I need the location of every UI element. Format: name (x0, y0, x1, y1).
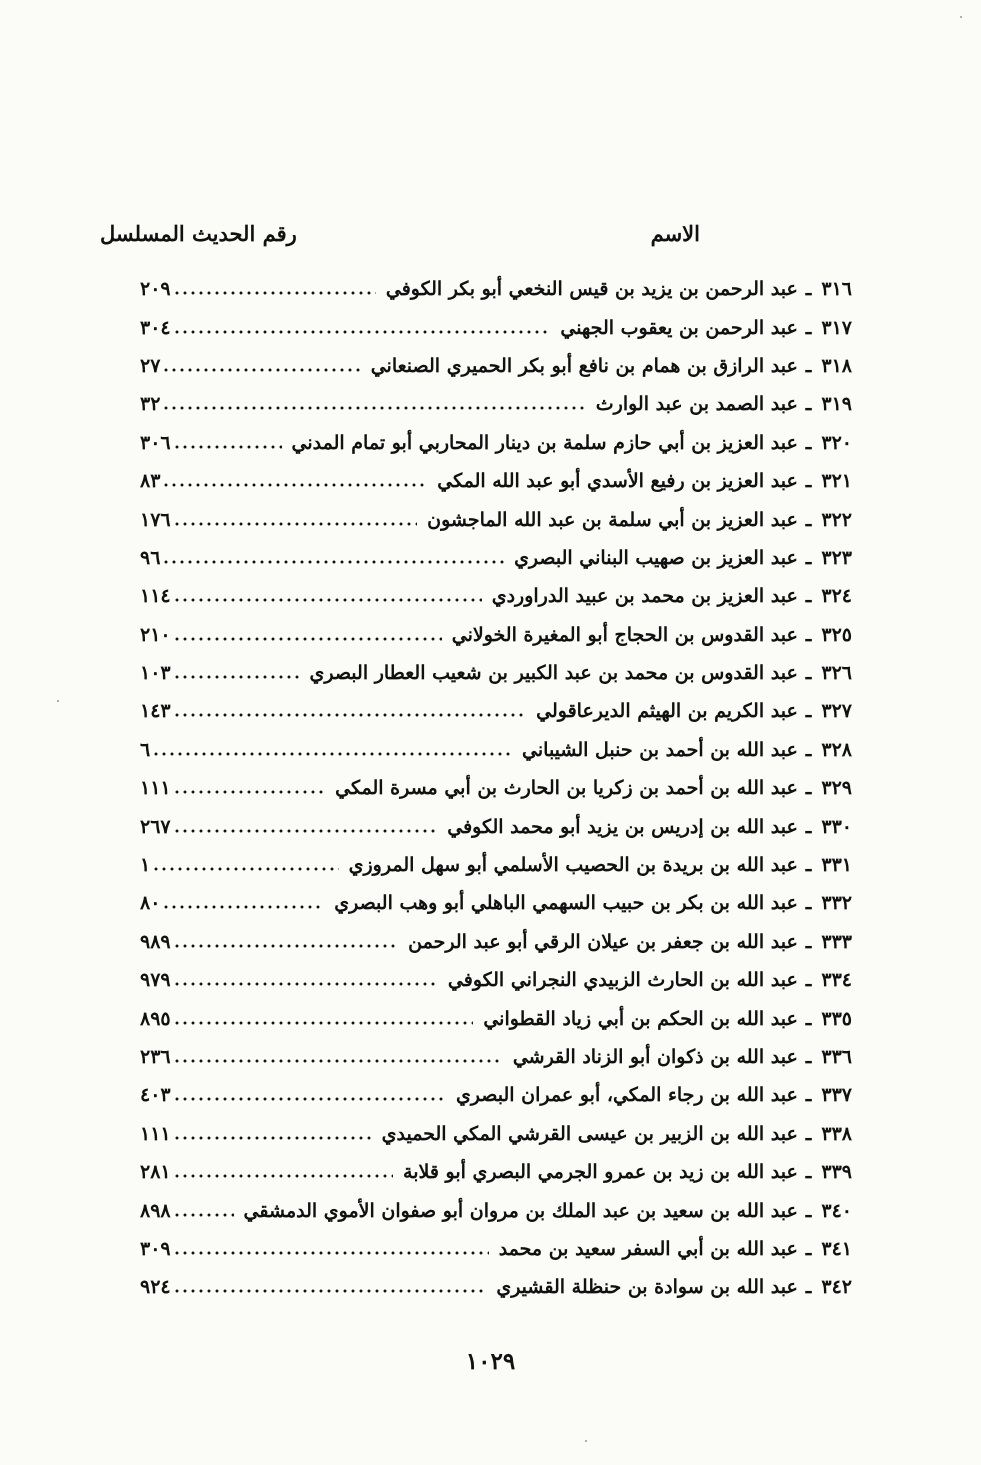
entry-number: ٣٣٧ (821, 1084, 852, 1107)
entry-separator: ـ (805, 815, 812, 838)
entry-number: ٣٢٩ (821, 777, 852, 800)
entry-number: ٣١٨ (821, 354, 852, 377)
hadith-reference-number: ٣٠٦ (140, 431, 171, 454)
hadith-reference-number: ١١١ (140, 1122, 171, 1145)
narrator-name: عبد الرحمن بن يزيد بن قيس النخعي أبو بكر الكوفي (385, 278, 798, 301)
dot-leader (162, 406, 585, 410)
entry-separator: ـ (805, 278, 812, 301)
narrator-name: عبد العزيز بن صهيب البناني البصري (514, 546, 798, 569)
entry-separator: ـ (805, 1007, 812, 1030)
entry-number: ٣٢٧ (821, 700, 852, 723)
entry-number: ٣٢٥ (821, 623, 852, 646)
entry-number: ٣٢٢ (821, 508, 852, 531)
hadith-reference-number: ١١٤ (140, 585, 171, 608)
narrator-name: عبد الرحمن بن يعقوب الجهني (560, 316, 798, 339)
index-entry (140, 270, 852, 308)
hadith-reference-number: ١ (140, 854, 151, 877)
narrator-name: عبد العزيز بن أبي حازم سلمة بن دينار المحاربي أبو تمام المدني (291, 431, 798, 454)
entry-separator: ـ (805, 470, 812, 493)
entry-number: ٣١٦ (821, 278, 852, 301)
entry-number: ٣٢٠ (821, 431, 852, 454)
entry-separator: ـ (805, 854, 812, 877)
entry-separator: ـ (805, 393, 812, 416)
narrator-name: عبد الله بن أحمد بن حنبل الشيباني (522, 738, 798, 761)
dot-leader (173, 1097, 446, 1101)
entry-number: ٣٣٨ (821, 1122, 852, 1145)
entry-separator: ـ (805, 930, 812, 953)
hadith-reference-number: ١٤٣ (140, 700, 171, 723)
hadith-reference-number: ٢٣٦ (140, 1046, 171, 1068)
dot-leader (173, 713, 527, 717)
entry-separator: ـ (805, 354, 812, 377)
hadith-reference-number: ٢٦٧ (140, 815, 171, 838)
dot-leader (173, 637, 442, 641)
entry-number: ٣٤١ (821, 1237, 852, 1260)
entry-separator: ـ (805, 662, 812, 685)
index-entry (140, 692, 852, 730)
entry-separator: ـ (805, 1084, 812, 1107)
narrator-name: عبد الله بن الزبير بن عيسى القرشي المكي الحميدي (381, 1122, 798, 1145)
dot-leader (162, 368, 360, 372)
entry-number: ٣٢٦ (821, 662, 852, 685)
hadith-reference-number: ١١١ (140, 777, 171, 800)
paper-speck (57, 700, 59, 702)
column-header (100, 215, 700, 251)
entry-number: ٣٣٦ (821, 1046, 852, 1068)
entry-number: ٣٣٤ (821, 969, 852, 992)
index-entry (140, 385, 852, 423)
entry-number: ٣٢٨ (821, 738, 852, 761)
hadith-reference-number: ٢٠٩ (140, 278, 171, 301)
entry-separator: ـ (805, 700, 812, 723)
narrator-name: عبد العزيز بن رفيع الأسدي أبو عبد الله المكي (437, 470, 798, 493)
index-entry (140, 462, 852, 500)
entry-separator: ـ (805, 1276, 812, 1299)
hadith-reference-number: ٢١٠ (140, 623, 171, 646)
dot-leader (173, 790, 326, 794)
entry-separator: ـ (805, 585, 812, 608)
narrator-name: عبد الله بن جعفر بن عيلان الرقي أبو عبد الرحمن (408, 930, 798, 953)
paper-speck (585, 1440, 587, 1442)
entry-separator: ـ (805, 969, 812, 992)
hadith-reference-number: ٣٢ (140, 393, 161, 416)
index-entry (140, 1191, 852, 1229)
entry-separator: ـ (805, 316, 812, 339)
entry-separator: ـ (805, 1046, 812, 1068)
name-column-heading: الاسم (650, 220, 700, 246)
index-entry (140, 654, 852, 692)
dot-leader (173, 675, 300, 679)
entry-separator: ـ (805, 1122, 812, 1145)
entry-separator: ـ (805, 738, 812, 761)
index-entry (140, 884, 852, 922)
entry-number: ٣٢١ (821, 470, 852, 493)
entry-number: ٣١٩ (821, 393, 852, 416)
entry-separator: ـ (805, 892, 812, 915)
dot-leader (173, 330, 551, 334)
dot-leader (173, 1289, 487, 1293)
reference-column-heading: رقم الحديث المسلسل (100, 220, 297, 246)
hadith-reference-number: ٦ (140, 738, 151, 761)
entry-number: ٣٢٣ (821, 546, 852, 569)
hadith-reference-number: ١٠٣ (140, 662, 171, 685)
dot-leader (173, 829, 438, 833)
hadith-reference-number: ٩٧٩ (140, 969, 171, 992)
index-entry (140, 846, 852, 884)
hadith-reference-number: ٩٦ (140, 546, 161, 569)
dot-leader (173, 598, 482, 602)
dot-leader (173, 522, 418, 526)
dot-leader (162, 483, 427, 487)
entry-separator: ـ (805, 777, 812, 800)
dot-leader (173, 1213, 234, 1217)
narrator-name: عبد الله بن سعيد بن عبد الملك بن مروان أبو صفوان الأموي الدمشقي (243, 1199, 798, 1222)
index-entry (140, 769, 852, 807)
narrator-name: عبد العزيز بن محمد بن عبيد الدراوردي (491, 585, 798, 608)
index-entry (140, 1115, 852, 1153)
entry-separator: ـ (805, 546, 812, 569)
index-entry (140, 539, 852, 577)
index-entry (140, 999, 852, 1037)
dot-leader (152, 867, 338, 871)
index-entry (140, 1038, 852, 1076)
narrator-name: عبد الله بن بكر بن حبيب السهمي الباهلي أبو وهب البصري (334, 892, 798, 915)
paper-speck (960, 16, 962, 18)
hadith-reference-number: ٩٨٩ (140, 930, 171, 953)
narrator-name: عبد الصمد بن عبد الوارث (595, 393, 798, 416)
index-entry (140, 731, 852, 769)
dot-leader (173, 1059, 503, 1063)
index-entry (140, 347, 852, 385)
narrator-name: عبد الله بن أحمد بن زكريا بن الحارث بن أبي مسرة المكي (335, 777, 798, 800)
narrator-name: عبد الله بن إدريس بن يزيد أبو محمد الكوفي (447, 815, 798, 838)
hadith-reference-number: ٨٩٨ (140, 1199, 171, 1222)
index-entry (140, 1076, 852, 1114)
index-entry (140, 1230, 852, 1268)
narrator-name: عبد الله بن الحكم بن أبي زياد القطواني (483, 1007, 798, 1030)
index-entry (140, 1268, 852, 1306)
dot-leader (173, 291, 376, 295)
index-entry (140, 577, 852, 615)
entry-separator: ـ (805, 508, 812, 531)
dot-leader (173, 1174, 393, 1178)
page-number: ١٠٢٩ (465, 1348, 516, 1375)
hadith-reference-number: ٨٩٥ (140, 1007, 171, 1030)
entry-number: ٣٣٢ (821, 892, 852, 915)
entry-separator: ـ (805, 1199, 812, 1222)
index-entry (140, 1153, 852, 1191)
index-entry (140, 923, 852, 961)
index-list (140, 270, 852, 1307)
narrator-name: عبد الله بن الحارث الزبيدي النجراني الكوفي (447, 969, 798, 992)
narrator-name: عبد الله بن رجاء المكي، أبو عمران البصري (455, 1084, 798, 1107)
entry-number: ٣٢٤ (821, 585, 852, 608)
entry-number: ٣٤٢ (821, 1276, 852, 1299)
dot-leader (162, 905, 324, 909)
index-entry (140, 807, 852, 845)
entry-separator: ـ (805, 623, 812, 646)
index-entry (140, 500, 852, 538)
entry-number: ٣١٧ (821, 316, 852, 339)
entry-number: ٣٣٥ (821, 1007, 852, 1030)
narrator-name: عبد الله بن سوادة بن حنظلة القشيري (496, 1276, 798, 1299)
hadith-reference-number: ٤٠٣ (140, 1084, 171, 1107)
hadith-reference-number: ٢٧ (140, 354, 161, 377)
entry-separator: ـ (805, 1237, 812, 1260)
narrator-name: عبد الله بن بريدة بن الحصيب الأسلمي أبو سهل المروزي (348, 854, 798, 877)
entry-number: ٣٣٠ (821, 815, 852, 838)
hadith-reference-number: ١٧٦ (140, 508, 171, 531)
entry-number: ٣٣١ (821, 854, 852, 877)
entry-separator: ـ (805, 1161, 812, 1184)
index-entry (140, 961, 852, 999)
hadith-reference-number: ٣٠٤ (140, 316, 171, 339)
narrator-name: عبد الله بن زيد بن عمرو الجرمي البصري أبو قلابة (403, 1161, 798, 1184)
entry-separator: ـ (805, 431, 812, 454)
dot-leader (173, 1021, 474, 1025)
hadith-reference-number: ٨٠ (140, 892, 161, 915)
dot-leader (173, 445, 282, 449)
entry-number: ٣٤٠ (821, 1199, 852, 1222)
narrator-name: عبد الرازق بن همام بن نافع أبو بكر الحميري الصنعاني (370, 354, 798, 377)
index-entry (140, 308, 852, 346)
narrator-name: عبد القدوس بن محمد بن عبد الكبير بن شعيب العطار البصري (309, 662, 798, 685)
narrator-name: عبد الله بن أبي السفر سعيد بن محمد (498, 1237, 798, 1260)
hadith-reference-number: ٣٠٩ (140, 1237, 171, 1260)
hadith-reference-number: ٩٢٤ (140, 1276, 171, 1299)
hadith-reference-number: ٨٣ (140, 470, 161, 493)
index-entry (140, 616, 852, 654)
narrator-name: عبد الكريم بن الهيثم الديرعاقولي (536, 700, 798, 723)
dot-leader (173, 1251, 489, 1255)
hadith-reference-number: ٢٨١ (140, 1161, 171, 1184)
dot-leader (173, 1136, 372, 1140)
narrator-name: عبد القدوس بن الحجاج أبو المغيرة الخولاني (451, 623, 798, 646)
index-entry (140, 424, 852, 462)
entry-number: ٣٣٩ (821, 1161, 852, 1184)
dot-leader (173, 944, 399, 948)
dot-leader (173, 982, 438, 986)
entry-number: ٣٣٣ (821, 930, 852, 953)
dot-leader (152, 752, 512, 756)
dot-leader (162, 560, 504, 564)
narrator-name: عبد العزيز بن أبي سلمة بن عبد الله الماجشون (427, 508, 798, 531)
narrator-name: عبد الله بن ذكوان أبو الزناد القرشي (512, 1046, 798, 1068)
